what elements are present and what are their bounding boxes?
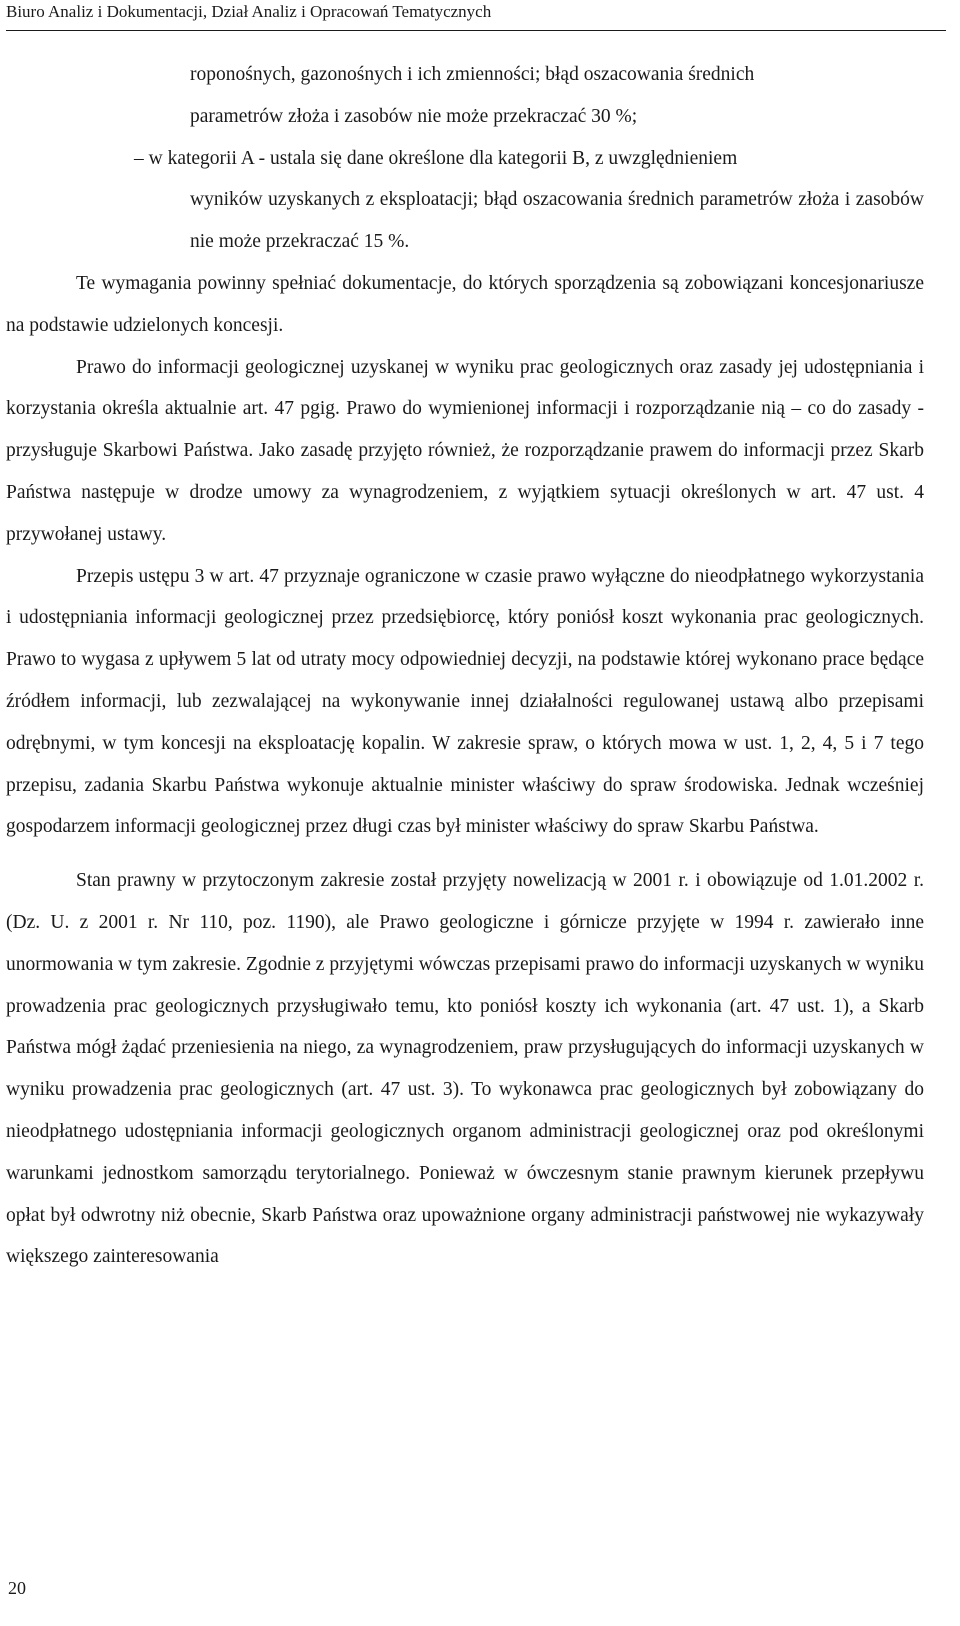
continuation-line-1: roponośnych, gazonośnych i ich zmienności; błąd oszacowania średnich (190, 64, 755, 85)
continuation-line-2: parametrów złoża i zasobów nie może przekraczać 30 %; (190, 105, 638, 127)
paragraph-information-rights: Prawo do informacji geologicznej uzyskanej w wyniku prac geologicznych oraz zasady jej udostępniania i korzystania określa aktualnie art. 47 pgig. Prawo do wymienionej informacji i rozporządzanie nią – co do zasady - przysługuje Skarbowi Państwa. Jako zasadę przyjęto również, że rozporządzanie prawem do informacji przez Skarb Państwa następuje w drodze umowy za wynagrodzeniem, z wyjątkiem sytuacji określonych w art. 47 ust. 4 przywołanej ustawy. (6, 356, 924, 545)
category-a-line: – w kategorii A - ustala się dane określone dla kategorii B, z uwzględnieniem (134, 147, 738, 169)
document-body (6, 54, 924, 1278)
page-header (6, 0, 946, 31)
category-a-continuation: wyników uzyskanych z eksploatacji; błąd oszacowania średnich parametrów złoża i zasobów nie może przekraczać 15 %. (190, 189, 924, 253)
header-title: Biuro Analiz i Dokumentacji, Dział Analiz i Opracowań Tematycznych (6, 2, 492, 21)
paragraph-spacer (6, 848, 924, 860)
paragraph-requirements: Te wymagania powinny spełniać dokumentacje, do których sporządzenia są zobowiązani koncesjonariusze na podstawie udzielonych koncesji. (6, 272, 924, 336)
page-number: 20 (8, 1578, 26, 1598)
paragraph-exclusive-right: Przepis ustępu 3 w art. 47 przyznaje ograniczone w czasie prawo wyłączne do nieodpłatnego wykorzystania i udostępniania informacji geologicznej przez przedsiębiorcę, który poniósł koszt wykonania prac geologicznych. Prawo to wygasa z upływem 5 lat od utraty mocy odpowiedniej decyzji, na podstawie której wykonano prace będące źródłem informacji, lub zezwalającej na wykonywanie innej działalności regulowanej ustawą albo przepisami odrębnymi, w tym koncesji na eksploatację kopalin. W zakresie spraw, o których mowa w ust. 1, 2, 4, 5 i 7 tego przepisu, zadania Skarbu Państwa wykonuje aktualnie minister właściwy do spraw środowiska. Jednak wcześniej gospodarzem informacji geologicznej przez długi czas był minister właściwy do spraw Skarbu Państwa. (6, 565, 924, 838)
paragraph-legal-status: Stan prawny w przytoczonym zakresie został przyjęty nowelizacją w 2001 r. i obowiązuje od 1.01.2002 r. (Dz. U. z 2001 r. Nr 110, poz. 1190), ale Prawo geologiczne i górnicze przyjęte w 1994 r. zawierało inne unormowania w tym zakresie. Zgodnie z przyjętymi wówczas przepisami prawo do informacji uzyskanych w wyniku prowadzenia prac geologicznych przysługiwało temu, kto poniósł koszty ich wykonania (art. 47 ust. 1), a Skarb Państwa mógł żądać przeniesienia na niego, za wynagrodzeniem, praw przysługujących do informacji uzyskanych w wyniku prowadzenia prac geologicznych (art. 47 ust. 3). To wykonawca prac geologicznych był zobowiązany do nieodpłatnego udostępniania informacji geologicznych organom administracji geologicznej oraz pod określonymi warunkami jednostkom samorządu terytorialnego. Ponieważ w ówczesnym stanie prawnym kierunek przepływu opłat był odwrotny niż obecnie, Skarb Państwa oraz upoważnione organy administracji państwowej nie wykazywały większego zainteresowania (6, 870, 924, 1268)
